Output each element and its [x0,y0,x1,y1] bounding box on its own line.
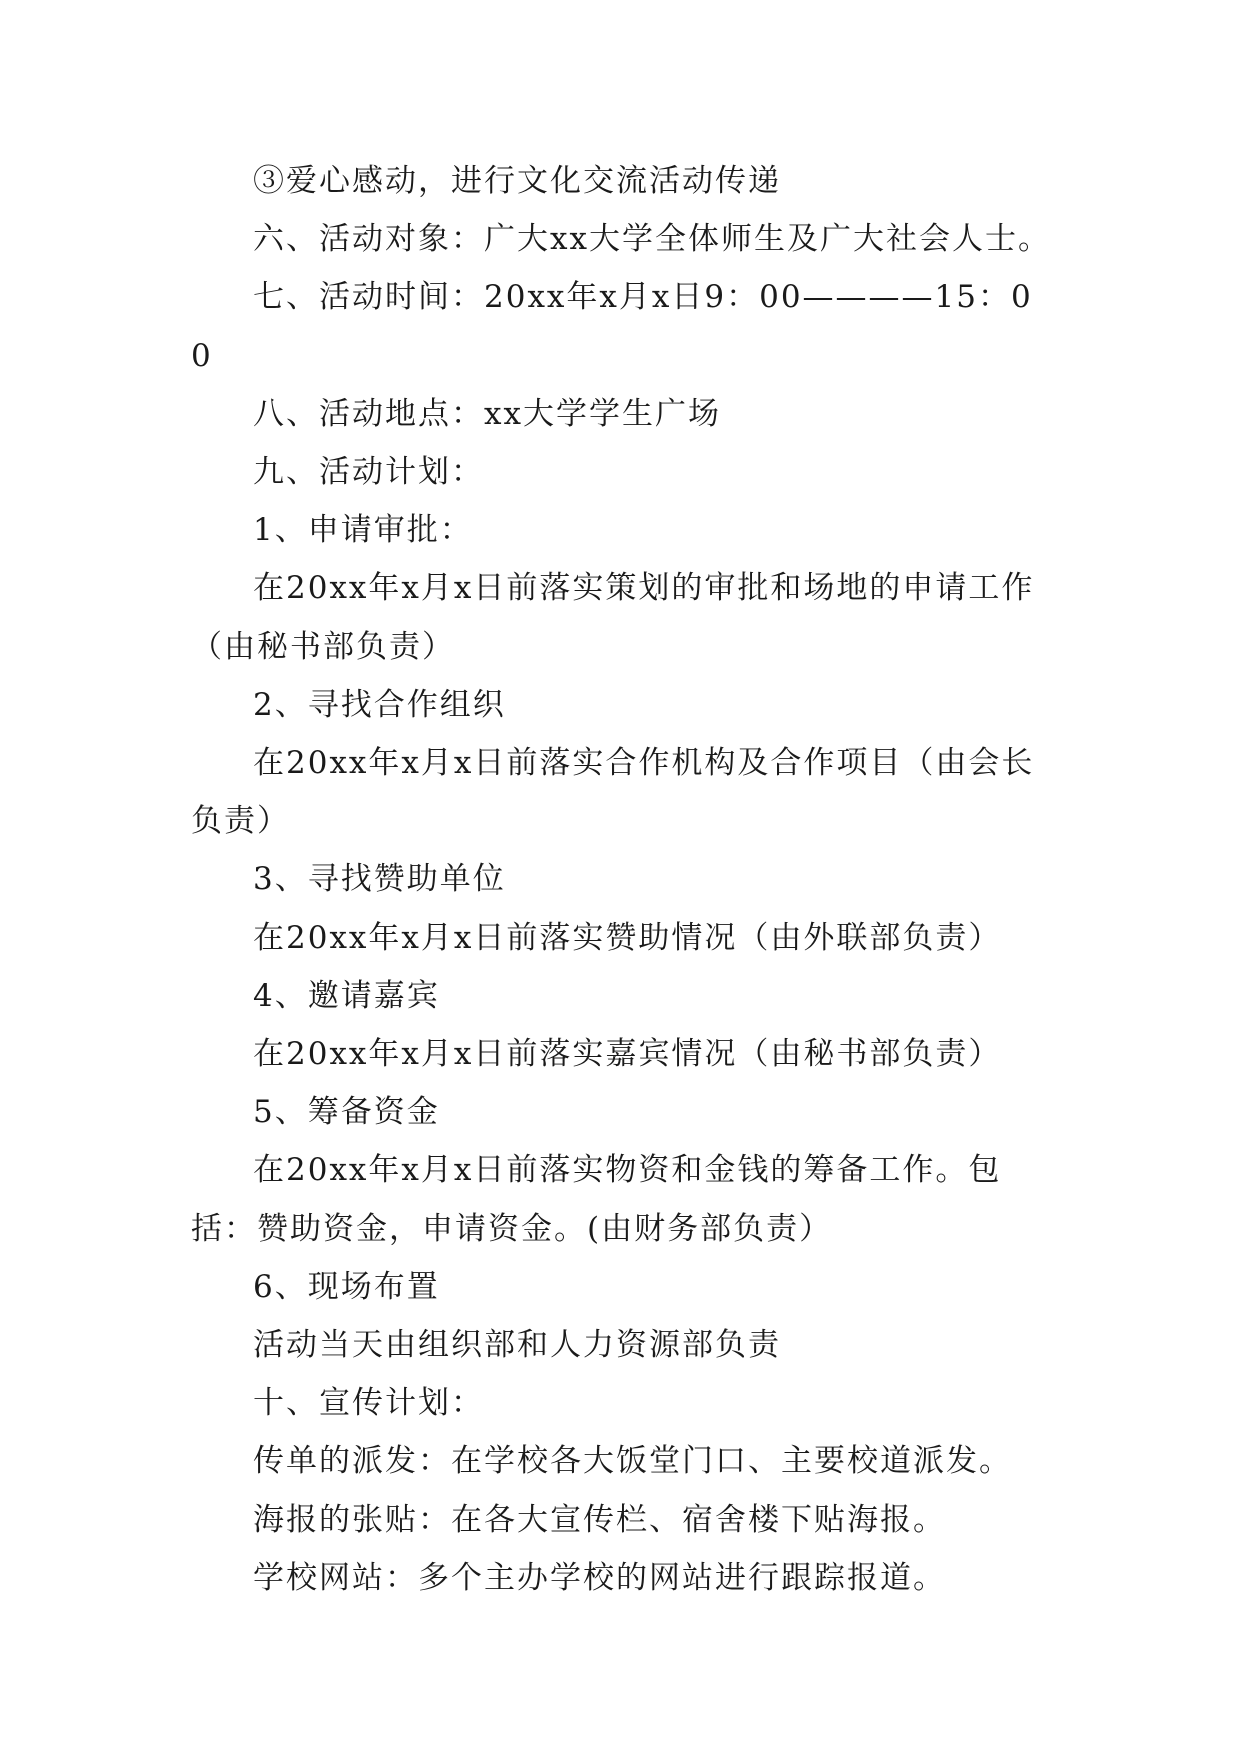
paragraph: 在20xx年x月x日前落实嘉宾情况（由秘书部负责） [253,1036,1002,1073]
paragraph: 在20xx年x月x日前落实合作机构及合作项目（由会长负责） [191,745,1035,840]
paragraph: 活动当天由组织部和人力资源部负责 [253,1327,781,1364]
paragraph: 学校网站：多个主办学校的网站进行跟踪报道。 [253,1559,946,1596]
paragraph: 海报的张贴：在各大宣传栏、宿舍楼下贴海报。 [253,1501,946,1538]
paragraph: 八、活动地点：xx大学学生广场 [253,395,721,432]
paragraph: 在20xx年x月x日前落实物资和金钱的筹备工作。包括：赞助资金，申请资金。(由财务部负责） [191,1152,1002,1247]
paragraph: 七、活动时间：20xx年x月x日9：00————15：00 [191,279,1033,374]
paragraph: 6、现场布置 [253,1268,440,1305]
paragraph: 在20xx年x月x日前落实策划的审批和场地的申请工作（由秘书部负责） [191,570,1035,665]
document-body [191,152,1051,1607]
paragraph: 3、寻找赞助单位 [253,861,506,898]
paragraph: 在20xx年x月x日前落实赞助情况（由外联部负责） [253,919,1002,956]
paragraph: ③爱心感动，进行文化交流活动传递 [253,163,781,199]
paragraph: 十、宣传计划： [253,1385,484,1422]
paragraph: 传单的派发：在学校各大饭堂门口、主要校道派发。 [253,1443,1012,1480]
paragraph: 九、活动计划： [253,454,484,491]
paragraph: 六、活动对象：广大xx大学全体师生及广大社会人士。 [253,221,1051,258]
paragraph: 2、寻找合作组织 [253,686,506,723]
paragraph: 4、邀请嘉宾 [253,977,440,1014]
paragraph: 1、申请审批： [253,512,473,549]
paragraph: 5、筹备资金 [253,1094,440,1131]
